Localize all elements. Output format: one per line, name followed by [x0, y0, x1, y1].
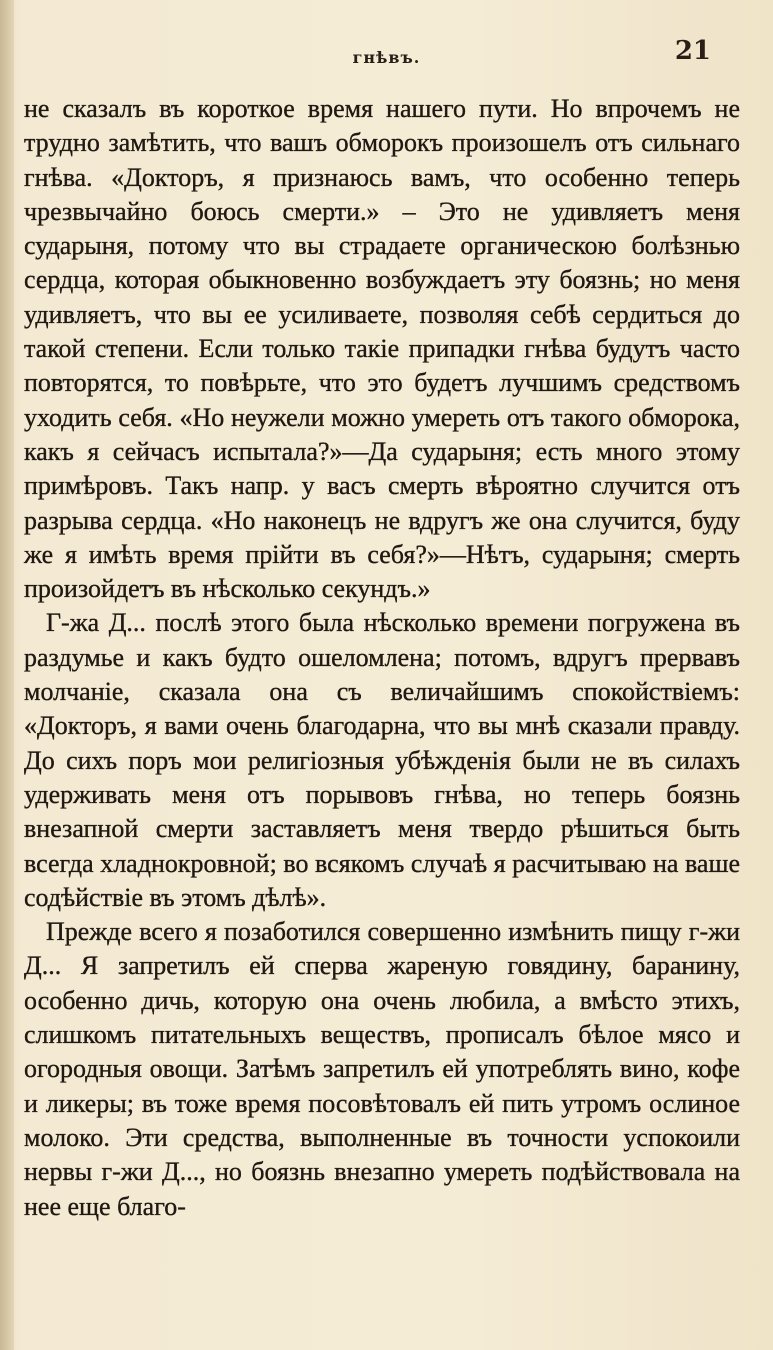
- page-gutter: [0, 0, 14, 1350]
- paragraph: Прежде всего я позаботился совершенно измѣнить пищу г-жи Д... Я запретилъ ей сперва жареную говядину, баранину, особенно дичь, которую она очень любила, а вмѣсто этихъ, слишкомъ питательныхъ веществъ, прописалъ бѣлое мясо и огородныя овощи. Затѣмъ запретилъ ей употреблять вино, кофе и ликеры; въ тоже время посовѣтовалъ ей пить утромъ ослиное молоко. Эти средства, выполненные въ точности успокоили нервы г-жи Д..., но боязнь внезапно умереть подѣйствовала на нее еще благо-: [24, 917, 740, 1221]
- body-text: [24, 92, 740, 1224]
- paragraph-continued: не сказалъ въ короткое время нашего пути. Но впрочемъ не трудно замѣтить, что вашъ обморокъ произошелъ отъ сильнаго гнѣва. «Докторъ, я признаюсь вамъ, что особенно теперь чрезвычайно боюсь смерти.» – Это не удивляетъ меня сударыня, потому что вы страдаете органическою болѣзнью сердца, которая обыкновенно возбуждаетъ эту боязнь; но меня удивляетъ, что вы ее усиливаете, позволяя себѣ сердиться до такой степени. Если только такіе припадки гнѣва будутъ часто повторятся, то повѣрьте, что это будетъ лучшимъ средствомъ уходить себя. «Но неужели можно умереть отъ такого обморока, какъ я сейчасъ испытала?»—Да сударыня; есть много этому примѣровъ. Такъ напр. у васъ смерть вѣроятно случится отъ разрыва сердца. «Но наконецъ не вдругъ же она случится, буду же я имѣть время прійти въ себя?»—Нѣтъ, сударыня; смерть произойдетъ въ нѣсколько секундъ.»: [24, 94, 740, 604]
- running-head: [0, 36, 773, 74]
- page-number: 21: [674, 36, 711, 66]
- running-title: гнѣвъ.: [352, 48, 421, 67]
- paragraph: Г-жа Д... послѣ этого была нѣсколько времени погружена въ раздумье и какъ будто ошеломлена; потомъ, вдругъ прервавъ молчаніе, сказала она съ величайшимъ спокойствіемъ: «Докторъ, я вами очень благодарна, что вы мнѣ сказали правду. До сихъ поръ мои религіозныя убѣжденія были не въ силахъ удерживать меня отъ порывовъ гнѣва, но теперь боязнь внезапной смерти заставляетъ меня твердо рѣшиться быть всегда хладнокровной; во всякомъ случаѣ я расчитываю на ваше содѣйствіе въ этомъ дѣлѣ».: [24, 608, 740, 912]
